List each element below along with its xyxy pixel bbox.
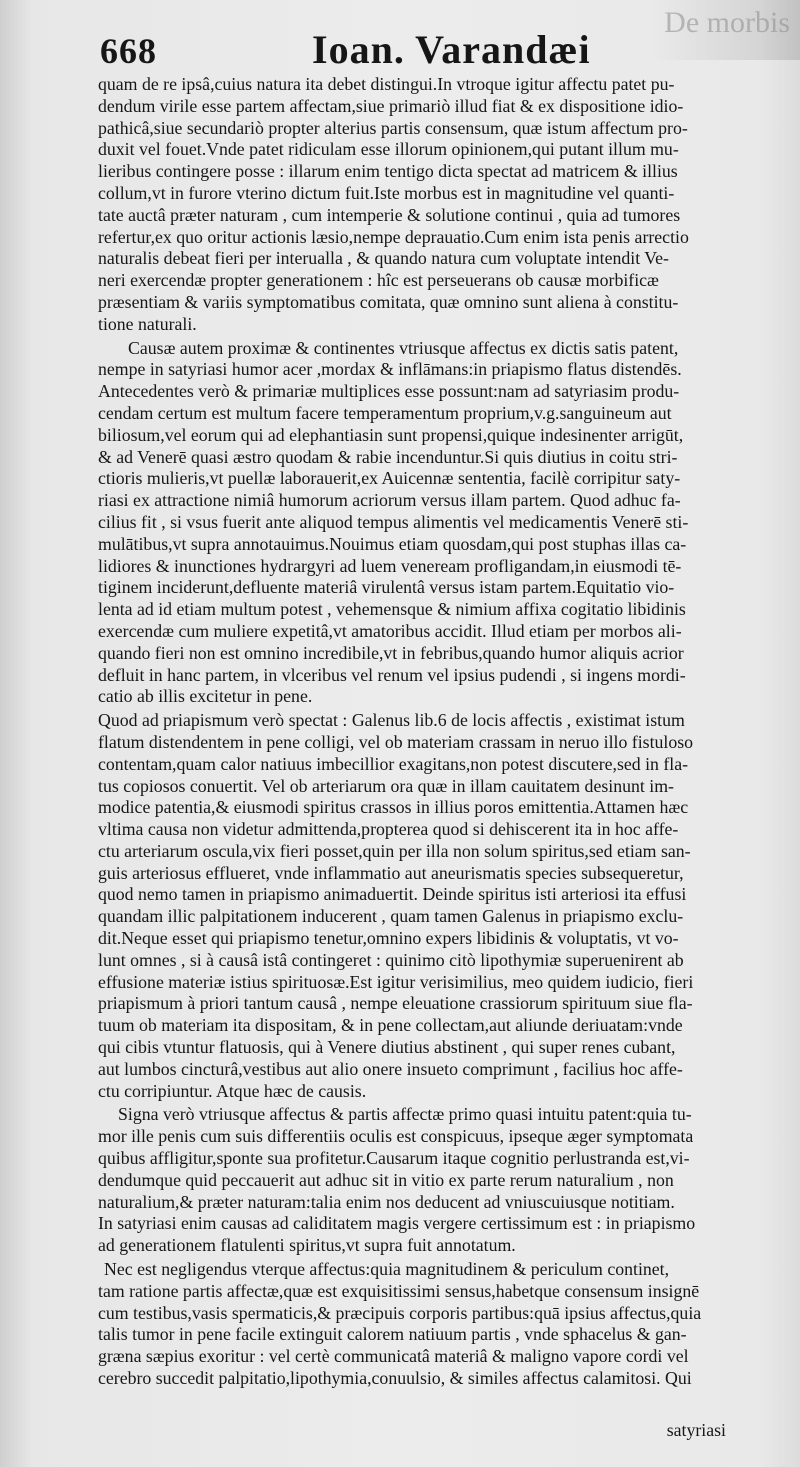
text-line: lidiores & inunctiones hydrargyri ad luem veneream profligandam,in eiusmodi tē- [98,555,682,576]
text-line: lieribus contingere posse : illarum enim tentigo dicta spectat ad matricem & illius [98,161,678,182]
text-line: Nec est negligendus vterque affectus:quia magnitudinem & periculum continet, [104,1259,670,1280]
text-line: dendumque quid peccauerit aut adhuc sit in vitio ex parte rerum naturalium , non [98,1169,674,1190]
text-line: naturalis debeat fieri per interualla , & quando natura cum voluptate intendit Ve- [98,248,669,269]
paragraph [98,74,766,336]
page-number: 668 [100,31,157,71]
text-line: guis arteriosus efflueret, vnde inflammatio aut aneurismatis species subsequeretur, [98,862,684,883]
text-line: mulātibus,vt supra annotauimus.Nouimus etiam quosdam,qui post stuphas illas ca- [98,533,687,554]
text-line: cum testibus,vasis spermaticis,& præcipuis corporis partibus:quā ipsius affectus,quia [98,1302,702,1323]
text-line: vltima causa non videtur admittenda,propterea quod si dehiscerent ita in hoc affe- [98,819,679,840]
text-line: quibus affligitur,sponte sua profitetur.Causarum itaque cognitio perlustranda est,vi- [98,1148,690,1169]
text-line: tuum ob materiam ita dispositam, & in pene collectam,aut aliunde deriuatam:vnde [98,1015,683,1036]
catchword: satyriasi [666,1420,726,1440]
text-line: tate auctâ præter naturam , cum intemperie & solutione continui , quia ad tumores [98,204,681,225]
text-line: aut lumbos cincturâ,vestibus aut alio onere insueto comprimunt , facilius hoc affe- [98,1058,683,1079]
text-line: refertur,ex quo oritur actionis læsio,nempe deprauatio.Cum enim ista penis arrectio [98,226,689,247]
text-line: catio ab illis excitetur in pene. [98,686,313,707]
paragraph [98,1259,766,1390]
text-line: tione naturali. [98,313,197,334]
text-line: nempe in satyriasi humor acer ,mordax & inflāmans:in priapismo flatus distendēs. [98,359,682,380]
text-line: exercendæ cum muliere expetitâ,vt amatoribus accidit. Illud etiam per morbos ali- [98,620,682,641]
text-line: collum,vt in furore vterino dictum fuit.Iste morbus est in magnitudine vel quanti- [98,182,675,203]
text-line: priapismum à priori tantum causâ , nempe eleuatione crassiorum spirituum siue fla- [98,993,693,1014]
text-line: mor ille penis cum suis differentiis oculis est conspicuus, ipseque æger symptomata [98,1126,694,1147]
text-line: Antecedentes verò & primariæ multiplices esse possunt:nam ad satyriasim produ- [98,381,680,402]
text-line: biliosum,vel eorum qui ad elephantiasin sunt propensi,quique indesinenter arrigūt, [98,424,684,445]
text-line: lunt omnes , si à causâ istâ contingeret : quinimo citò lipothymiæ superuenirent ab [98,949,684,970]
paragraph [98,710,766,1102]
text-line: & ad Venerē quasi æstro quodam & rabie incenduntur.Si quis diutius in coitu stri- [98,446,678,467]
text-line: quandam illic palpitationem inducerent , quam tamen Galenus in priapismo exclu- [98,906,684,927]
text-line: talis tumor in pene facile extinguit calorem natiuum partis , vnde sphacelus & gan- [98,1324,687,1345]
text-line: cerebro succedit palpitatio,lipothymia,conuulsio, & similes affectus calamitosi. Qui [98,1368,692,1389]
text-line: cilius fit , si vsus fuerit ante aliquod tempus alimentis vel medicamentis Venerē sti- [98,511,689,532]
text-line: Causæ autem proximæ & continentes vtriusque affectus ex dictis satis patent, [128,337,679,358]
text-line: In satyriasi enim causas ad caliditatem magis vergere certissimum est : in priapismo [98,1213,696,1234]
text-line: neri exercendæ propter generationem : hîc est perseuerans ob causæ morbificæ [98,270,659,291]
text-line: ctu arteriarum oscula,vix fieri posset,quin per illa non solum spiritus,sed etiam san- [98,840,691,861]
text-line: ctu corripiuntur. Atque hæc de causis. [98,1080,367,1101]
text-line: cendam certum est multum facere temperamentum proprium,v.g.sanguineum aut [98,402,672,423]
text-line: ctioris mulieris,vt puellæ laborauerit,ex Auicennæ sententia, facilè corripitur saty- [98,468,681,489]
text-line: modice patentia,& eiusmodi spiritus crassos in illius poros emittentia.Attamen hæc [98,797,689,818]
text-line: duxit vel fouet.Vnde patet ridiculam esse illorum opinionem,qui putant illum mu- [98,139,679,160]
text-line: naturalium,& præter naturam:talia enim nos deducent ad vniuscuiusque notitiam. [98,1191,675,1212]
text-line: tus copiosos conuertit. Vel ob arteriarum ora quæ in illam cauitatem desinunt im- [98,775,674,796]
text-line: effusione materiæ istius spirituosæ.Est igitur verisimilius, meo quidem iudicio, fieri [98,971,694,992]
text-line: Signa verò vtriusque affectus & partis affectæ primo quasi intuitu patent:quia tu- [118,1104,692,1125]
text-body [98,74,766,1392]
text-line: præsentiam & variis symptomatibus comitata, quæ omnino sunt aliena à constitu- [98,291,679,312]
running-head: Ioan. Varandæi [312,27,591,72]
text-line: quando fieri non est omnino incredibile,vt in febribus,quando humor aliquis acrior [98,642,684,663]
bleed-through-shadow [650,0,800,60]
text-line: lenta ad id etiam multum potest , vehemensque & nimium affixa cogitatio libidinis [98,599,686,620]
text-line: qui cibis vtuntur flatuosis, qui à Venere diutius abstinent , qui super renes cubant, [98,1037,676,1058]
text-line: pathicâ,siue secundariò propter alterius partis consensum, quæ istum affectum pro- [98,117,688,138]
text-line: græna sæpius exoritur : vel certè communicatâ materiâ & maligno vapore cordi vel [98,1346,689,1367]
bleed-through-text: De morbis [664,6,790,39]
text-line: contentam,quam calor natiuus imbecillior exagitans,non potest discutere,sed in fla- [98,753,689,774]
text-line: flatum distendentem in pene colligi, vel ob materiam crassam in neruo illo fistuloso [98,731,694,752]
paragraph [98,1104,766,1257]
text-line: quam de re ipsâ,cuius natura ita debet distingui.In vtroque igitur affectu patet pu- [98,74,675,94]
text-line: dendum virile esse partem affectam,siue primariò illud fiat & ex dispositione idio- [98,95,684,116]
text-line: tam ratione partis affectæ,quæ est exquisitissimi sensus,habetque consensum insignē [98,1280,700,1301]
text-line: dit.Neque esset qui priapismo tenetur,omnino expers libidinis & voluptatis, vt vo- [98,928,679,949]
text-line: defluit in hanc partem, in vlceribus vel renum vel ipsius pudendi , si ingens mordi- [98,664,686,685]
text-line: quod nemo tamen in priapismo animaduertit. Deinde spiritus isti arteriosi ita effusi [98,884,687,905]
text-line: Quod ad priapismum verò spectat : Galenus lib.6 de locis affectis , existimat istum [98,710,685,731]
paragraph [98,338,766,709]
text-line: tiginem inciderunt,defluente materiâ virulentâ versus istam partem.Equitatio vio- [98,577,675,598]
text-line: riasi ex attractione nimiâ humorum acriorum versus illam partem. Quod adhuc fa- [98,490,681,511]
text-line: ad generationem flatulenti spiritus,vt supra fuit annotatum. [98,1235,516,1256]
